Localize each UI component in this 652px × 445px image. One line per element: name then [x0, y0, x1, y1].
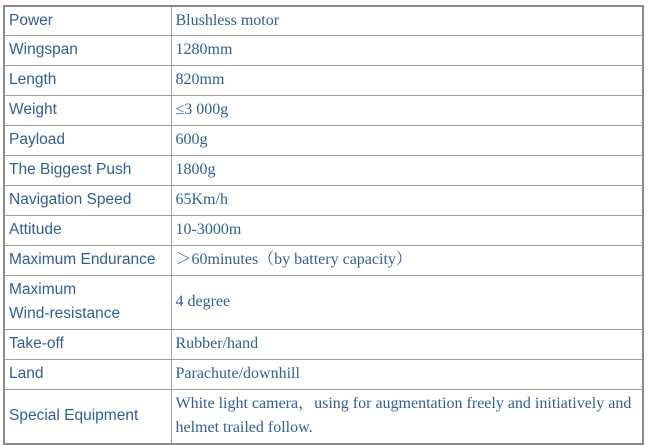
spec-label-wingspan: Wingspan [4, 35, 171, 65]
spec-label-attitude: Attitude [4, 215, 171, 245]
spec-label-take-off: Take-off [4, 329, 171, 359]
spec-value-length: 820mm [171, 65, 643, 95]
table-row [4, 95, 643, 125]
spec-value-land: Parachute/downhill [171, 359, 643, 389]
spec-label-maximum-wind-resistance: Maximum Wind-resistance [4, 275, 171, 329]
spec-label-weight: Weight [4, 95, 171, 125]
table-row [4, 35, 643, 65]
table-row [4, 215, 643, 245]
table-row [4, 65, 643, 95]
spec-value-special-equipment: White light camera，using for augmentation freely and initiatively and helmet trailed follow. [171, 389, 643, 444]
table-row [4, 185, 643, 215]
spec-value-take-off: Rubber/hand [171, 329, 643, 359]
table-row [4, 6, 643, 35]
spec-label-payload: Payload [4, 125, 171, 155]
table-row [4, 125, 643, 155]
spec-value-payload: 600g [171, 125, 643, 155]
spec-label-power: Power [4, 6, 171, 35]
spec-value-weight: ≤3 000g [171, 95, 643, 125]
spec-value-maximum-endurance: ＞60minutes（by battery capacity） [171, 245, 643, 275]
spec-label-length: Length [4, 65, 171, 95]
table-row [4, 389, 643, 444]
table-row [4, 245, 643, 275]
specification-table [3, 5, 644, 445]
spec-value-wingspan: 1280mm [171, 35, 643, 65]
spec-value-power: Blushless motor [171, 6, 643, 35]
table-row [4, 329, 643, 359]
spec-value-biggest-push: 1800g [171, 155, 643, 185]
spec-label-maximum-endurance: Maximum Endurance [4, 245, 171, 275]
table-row [4, 275, 643, 329]
table-row [4, 359, 643, 389]
spec-label-biggest-push: The Biggest Push [4, 155, 171, 185]
spec-label-special-equipment: Special Equipment [4, 389, 171, 444]
spec-label-navigation-speed: Navigation Speed [4, 185, 171, 215]
spec-label-land: Land [4, 359, 171, 389]
spec-value-attitude: 10-3000m [171, 215, 643, 245]
spec-value-navigation-speed: 65Km/h [171, 185, 643, 215]
table-row [4, 155, 643, 185]
spec-value-maximum-wind-resistance: 4 degree [171, 275, 643, 329]
